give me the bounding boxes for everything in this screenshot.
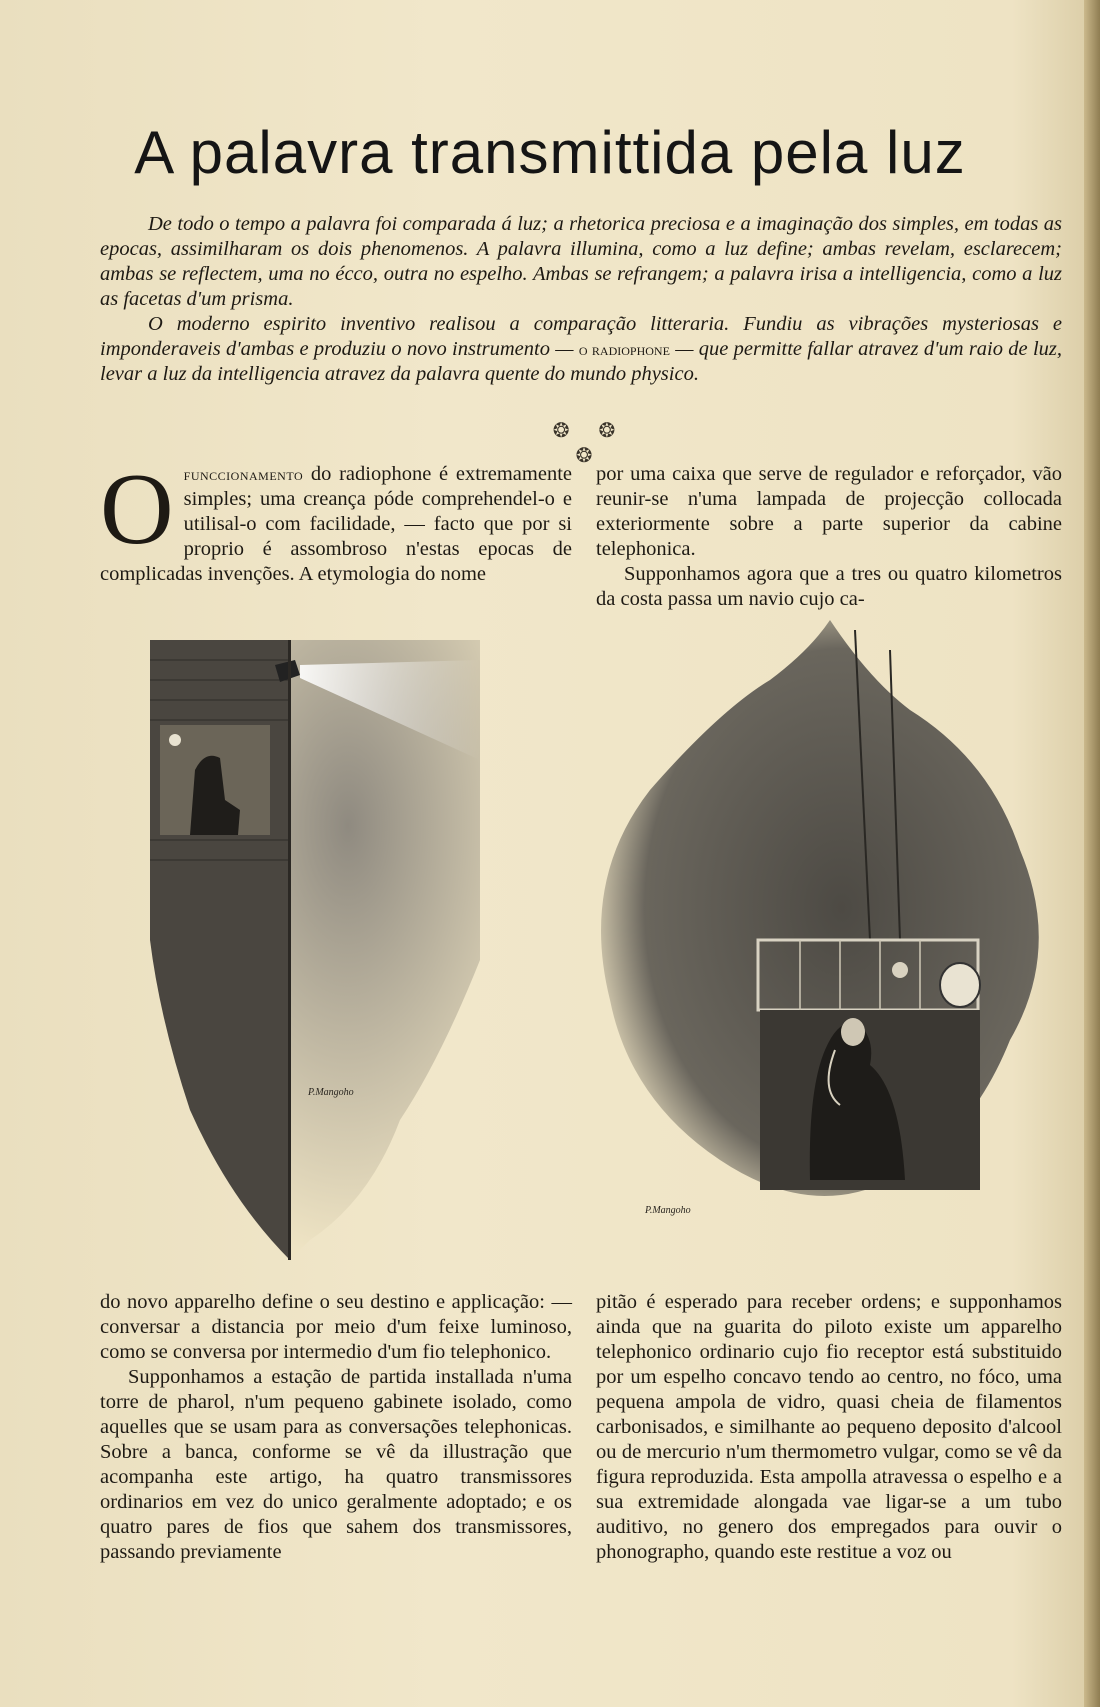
intro-p2-end: — que permitte fallar atravez d'um raio de luz, levar a luz da intelligencia atravez da palavra quente do mundo physico. [100,338,1063,385]
page-edge [1084,0,1100,1707]
lamp-icon [169,734,181,746]
column-upper-left [100,453,572,587]
lower-left-paragraph-1: do novo apparelho define o seu destino e applicação: — conversar a distancia por meio d'um feixe luminoso, como se conversa por intermedio d'um fio telephonico. [100,1291,572,1363]
column-lower-right [596,1290,1062,1565]
figure-lighthouse [150,640,480,1260]
upper-left-paragraph [100,453,572,587]
lighthouse-illustration [150,640,480,1260]
left-signature: P.Mangoho [308,1087,354,1098]
intro-paragraph-1: De todo o tempo a palavra foi comparada á luz; a rhetorica preciosa e a imaginação dos simples, em todas as epocas, assimilharam os dois phenomenos. A palavra illumina, como a luz define; ambas revelam, esclarecem; ambas se reflectem, uma no écco, outra no espelho. Ambas se refrangem; a palavra irisa a intelligencia, como a luz as facetas d'um prisma. [100,213,1062,310]
lead-word: funccionamento [183,465,304,484]
intro-paragraph-2 [100,312,1062,387]
intro-block [100,212,1062,387]
gauge-icon [892,962,908,978]
intro-p2-start: O moderno espirito inventivo realisou a comparação litteraria. Fundiu as vibrações mysteriosas e imponderaveis d'ambas e produziu o novo instrumento — [100,313,1062,360]
drop-cap: O [100,453,174,566]
tower-edge [288,640,291,1260]
article-title: A palavra transmittida pela luz [134,119,966,186]
lower-right-paragraph-1: pitão é esperado para receber ordens; e supponhamos ainda que na guarita do piloto existe um apparelho telephonico ordinario cujo fio receptor está substituido por um espelho concavo tendo ao centro, no fóco, uma pequena ampola de vidro, quasi cheia de filamentos carbonisados, e similhante ao pequeno deposito d'alcool ou de mercurio n'um thermometro vulgar, como se vê da figura reproduzida. Esta ampolla atravessa o espelho e a sua extremidade alongada vae ligar-se a um tubo auditivo, no genero dos empregados para ouvir o phonographo, quando este restitue a voz ou [596,1291,1062,1563]
right-signature: P.Mangoho [645,1205,691,1216]
column-lower-left [100,1290,572,1565]
upper-left-text: do radiophone é extremamente simples; uma creança póde comprehendel-o e utilisal-o com facilidade, — facto que por si proprio é assombroso n'estas epocas de complicadas invenções. A etymologia do nome [100,463,572,585]
column-upper-right [596,462,1062,612]
captain-face [841,1018,865,1046]
upper-right-paragraph-1: por uma caixa que serve de regulador e reforçador, vão reunir-se n'uma lampada de projecção collocada exteriormente sobre a parte superior da cabine telephonica. [596,463,1062,560]
radiophone-smallcaps: o radiophone [578,340,670,359]
lower-left-paragraph-2: Supponhamos a estação de partida installada n'uma torre de pharol, n'um pequeno gabinete isolado, como aquelles que se usam para as conversações telephonicas. Sobre a banca, conforme se vê da illustração que acompanha este artigo, ha quatro transmissores ordinarios em vez do unico geralmente adoptado; e os quatro pares de fios que sahem dos transmissores, passando previamente [100,1366,572,1563]
figure-ship [570,620,1062,1220]
section-ornament: ❂ ❂ ❂ [552,420,628,467]
ship-lantern-icon [940,963,980,1007]
ship-illustration [570,620,1062,1220]
upper-right-paragraph-2: Supponhamos agora que a tres ou quatro kilometros da costa passa um navio cujo ca- [596,563,1062,610]
